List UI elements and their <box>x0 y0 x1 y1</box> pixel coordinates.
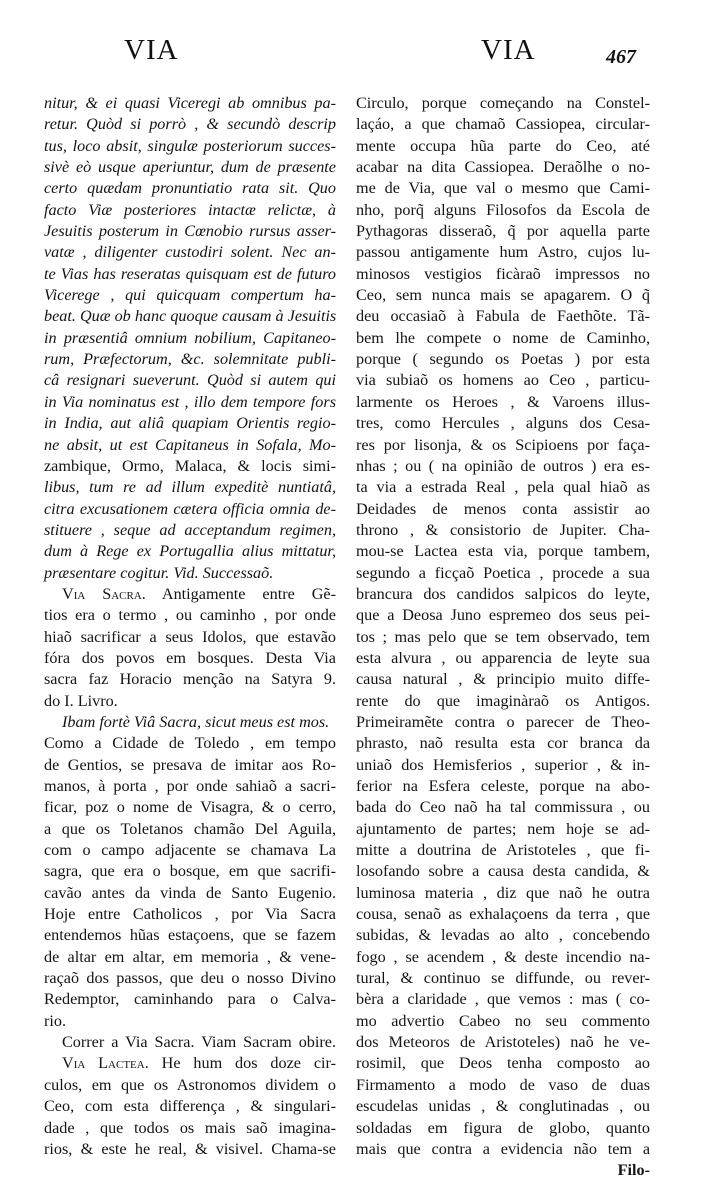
text-line: bada do Ceo naõ ha tal commissura , ou <box>356 798 650 817</box>
text-line: in præsentiâ omnium nobilium, Capitaneo- <box>44 328 336 347</box>
text-line: via subiaõ os homens ao Ceo , particu- <box>356 371 650 390</box>
text-line: mente occupa hũa parte do Ceo, até <box>356 136 650 155</box>
text-line: Redemptor, caminhando para o Calva- <box>44 990 336 1009</box>
page-number: 467 <box>606 46 636 68</box>
text-line: hiaõ sacrificar a seus Idolos, que estavão <box>44 627 336 646</box>
text-line: me de Via, que val o mesmo que Cami- <box>356 179 650 198</box>
text-line: tural, & continuo se diffunde, ou rever- <box>356 969 650 988</box>
text-line: stituere , seque ad acceptandum regimen, <box>44 520 336 539</box>
text-line: res por lisonja, & os Scipioens por faça- <box>356 435 650 454</box>
text-line: Circulo, porque começando na Constel- <box>356 94 650 112</box>
text-line: rios, & este he real, & visivel. Chama-se <box>44 1139 336 1158</box>
text-line: libus, tum re ad illum expeditè nuntiatâ, <box>44 478 336 497</box>
text-line: vatæ , diligenter custodiri solent. Nec an- <box>44 243 336 262</box>
text-line: phrasto, naõ resulta esta cor branca da <box>356 734 650 753</box>
text-line: câ resignari sueverunt. Quòd si autem qui <box>44 371 336 390</box>
right-column <box>356 93 650 1182</box>
text-line: dum à Rege ex Portugallia alius mittatur, <box>44 542 336 561</box>
text-line: retur. Quòd si porrò , & secundò descrip <box>44 115 336 134</box>
text-line: Ceo, com esta differença , & singulari- <box>44 1097 336 1116</box>
text-line: laçáo, a que chamaõ Cassiopea, circular- <box>356 115 650 134</box>
text-line: subidas, & levadas ao alto , concebendo <box>356 926 650 945</box>
text-line: certo quædam pronuntiatio rata sit. Quo <box>44 179 336 198</box>
text-line: entendemos hũas estaçoens, que se fazem <box>44 926 336 945</box>
text-line: mou-se Lactea esta via, porque tambem, <box>356 542 650 561</box>
text-line: losofando sobre a causa desta candida, & <box>356 862 650 881</box>
text-line: que a Deosa Juno espremeo dos seus pei- <box>356 606 650 625</box>
text-line: mo advertio Cabeo no seu commento <box>356 1011 650 1030</box>
text-line: in Via nominatus est , illo dem tempore fors <box>44 392 336 411</box>
text-line: com o campo adjacente se chamava La <box>44 841 336 860</box>
text-line: larmente os Heroes , & Varoens illus- <box>356 392 650 411</box>
text-line: Ceo, sem nunca mais se apagarem. O q̃ <box>356 286 650 305</box>
text-line: fogo , se acendem , & deste incendio na- <box>356 947 650 966</box>
text-line: cousa, senaõ as exhalaçoens da terra , que <box>356 905 650 924</box>
text-line: rum, Præfectorum, &c. solemnitate publi- <box>44 350 336 369</box>
text-line: zambique, Ormo, Malaca, & locis simi- <box>44 456 336 475</box>
text-line: minosos vestigios ficàraõ impressos no <box>356 264 650 283</box>
text-line: cavão antes da vinda de Santo Eugenio. <box>44 883 336 902</box>
entry-text: Antigamente entre Gẽ- <box>145 584 336 603</box>
text-line: Jesuitis posterum in Cœnobio rursus asser- <box>44 222 336 241</box>
text-line: ficar, poz o nome de Visagra, & o cerro, <box>44 798 336 817</box>
text-line: ajuntamento de partes; nem hoje se ad- <box>356 819 650 838</box>
text-line: do I. Livro. <box>44 691 118 710</box>
text-line: mitte a doutrina de Aristoteles , que fi- <box>356 841 650 860</box>
text-line: throno , & consistorio de Jupiter. Cha- <box>356 520 650 539</box>
text-line: sacra faz Horacio menção na Satyra 9. <box>44 670 336 689</box>
text-line: acabar na dita Cassiopea. Deraõlhe o no- <box>356 158 650 177</box>
text-line: bem lhe compete o nome de Caminho, <box>356 328 650 347</box>
text-line: ferior na Esfera celeste, porque na abo- <box>356 777 650 795</box>
running-head-right: VIA <box>481 34 536 66</box>
text-line: sagra, que era o bosque, em que sacrifi- <box>44 862 336 881</box>
text-line: nhas ; ou ( na opinião de outros ) era es- <box>356 456 650 475</box>
text-line: porque ( segundo os Poetas ) por esta <box>356 350 650 369</box>
text-line: Hoje entre Catholicos , por Via Sacra <box>44 905 336 924</box>
text-line: tres, como Hercules , alguns dos Cesa- <box>356 414 650 433</box>
text-line: Pythagoras disseraõ, q̃ por aquella parte <box>356 222 650 241</box>
text-line: rosimil, que Deos tenha composto ao <box>356 1054 650 1073</box>
text-line: soldadas em figura de globo, quanto <box>356 1118 650 1137</box>
text-line: passou antigamente hum Astro, cujos lu- <box>356 243 650 262</box>
text-line: ne absit, ut est Capitaneus in Sofala, Mo- <box>44 435 336 454</box>
text-line: bèra a claridade , que vemos : mas ( co- <box>356 990 650 1009</box>
text-line: Deidades de menos conta assistir ao <box>356 499 650 518</box>
text-line: te Vias has reseratas quisquam est de futuro <box>44 264 336 283</box>
text-line: nitur, & ei quasi Viceregi ab omnibus pa- <box>44 94 336 112</box>
text-line: Como a Cidade de Toledo , em tempo <box>44 734 336 753</box>
text-line: fóra dos povos em bosques. Desta Via <box>44 648 336 667</box>
text-line: rente do que imaginàraõ os Antigos. <box>356 691 650 710</box>
text-line: raçaõ dos passos, que deu o nosso Divino <box>44 969 336 988</box>
text-line: beat. Quæ ob hanc quoque causam à Jesuitis <box>44 307 337 326</box>
text-line: dos Meteoros de Aristoteles) naõ he ve- <box>356 1033 650 1052</box>
text-line: nho, porq̃ alguns Filosofos da Escola de <box>356 200 650 219</box>
entry-headword: Via Lactea. <box>62 1054 149 1073</box>
text-line: Vicerege , qui quicquam compertum ha- <box>44 286 336 305</box>
text-line: culos, em que os Astronomos dividem o <box>44 1075 336 1094</box>
running-head-left: VIA <box>124 34 179 66</box>
text-line: Ibam fortè Viâ Sacra, sicut meus est mos. <box>62 712 330 731</box>
text-line <box>44 584 336 605</box>
left-column <box>44 93 336 1160</box>
text-line: brancura dos candidos salpicos do leyte, <box>356 584 650 603</box>
text-line: esta alvura , ou apparencia de leyte sua <box>356 648 650 667</box>
text-line: segundo a ficçaõ Poetica , procede a sua <box>356 563 650 582</box>
text-line: de Gentios, se presava de imitar aos Ro- <box>44 755 336 774</box>
text-line: escudelas unidas , & conglutinadas , ou <box>356 1097 650 1116</box>
text-line: tus, loco absit, singulæ posteriorum succes- <box>44 136 336 155</box>
text-line: Firmamento a modo de vaso de duas <box>356 1075 650 1094</box>
text-line: dade , que todos os mais saõ imagina- <box>44 1118 336 1137</box>
text-line: tos ; mas pelo que se tem observado, tem <box>356 627 650 646</box>
catchword: Filo- <box>617 1161 650 1180</box>
text-line: manos, à porta , por onde sahiaõ a sacri- <box>44 777 336 795</box>
text-line: tios era o termo , ou caminho , por onde <box>44 606 336 625</box>
entry-text: He hum dos doze cir- <box>148 1054 336 1073</box>
text-line: sivè eò usque aperiuntur, dum de præsente <box>44 158 336 177</box>
text-line: in India, aut aliâ quapiam Orientis regio- <box>44 414 336 433</box>
text-line: a que os Toletanos chamão Del Aguila, <box>44 819 336 838</box>
entry-headword: Via Sacra. <box>62 584 146 603</box>
text-line: Primeiramẽte contra o parecer de Theo- <box>356 712 650 731</box>
text-line: ta via a estrada Real , pela qual hiaõ as <box>356 478 650 497</box>
text-line: deu occasiaõ à Fabula de Faethõte. Tã- <box>356 307 650 326</box>
text-line: uniaõ dos Hemisferios , superior , & in- <box>356 755 650 774</box>
text-line: luminosa materia , diz que naõ he outra <box>356 883 650 902</box>
text-line <box>44 1053 336 1074</box>
text-line: rio. <box>44 1011 67 1030</box>
text-line: citra excusationem cætera officia omnia de- <box>44 499 336 518</box>
text-line: causa natural , & principio muito diffe- <box>356 670 650 689</box>
text-line: de altar em altar, em memoria , & vene- <box>44 947 336 966</box>
text-line: mais que contra a evidencia não tem a <box>356 1139 650 1158</box>
text-line: facto Viæ posteriores intactæ relictæ, à <box>44 200 336 219</box>
text-line: Correr a Via Sacra. Viam Sacram obire. <box>62 1033 336 1052</box>
text-line: præsentare cogitur. Vid. Successaõ. <box>44 563 274 582</box>
